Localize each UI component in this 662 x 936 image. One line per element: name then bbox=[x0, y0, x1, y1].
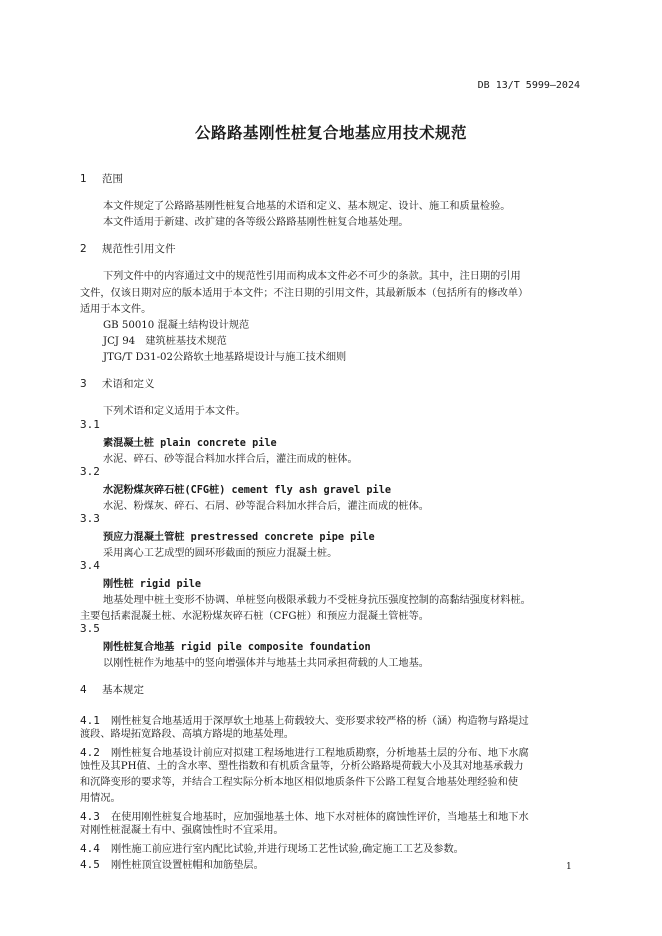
term-definition: 以刚性桩作为地基中的竖向增强体并与地基土共同承担荷载的人工地基。 bbox=[103, 658, 429, 669]
term-title: 刚性桩 rigid pile bbox=[103, 579, 202, 590]
clause-text: 刚性桩复合地基设计前应对拟建工程场地进行工程地质勘察，分析地基土层的分布、地下水腐 bbox=[110, 748, 529, 759]
reference-item: JCJ 94 建筑桩基技术规范 bbox=[103, 336, 227, 347]
reference-item: GB 50010 混凝土结构设计规范 bbox=[103, 320, 250, 331]
clause-number: 4.1 bbox=[80, 714, 100, 727]
clause-text: 和沉降变形的要求等，并结合工程实际分析本地区相似地质条件下公路工程复合地基处理经验和使 bbox=[80, 777, 519, 788]
section-3-heading bbox=[80, 376, 155, 391]
term-title: 刚性桩复合地基 rigid pile composite foundation bbox=[103, 642, 371, 653]
standard-code: DB 13/T 5999—2024 bbox=[477, 80, 580, 91]
clause-text: 刚性施工前应进行室内配比试验,并进行现场工艺性试验,确定施工工艺及参数。 bbox=[110, 844, 464, 855]
clause-number: 4.2 bbox=[80, 746, 100, 759]
section-1-heading bbox=[80, 171, 123, 186]
section-title: 范围 bbox=[102, 173, 123, 185]
clause-text: 刚性桩复合地基适用于深厚软土地基上荷载较大、变形要求较严格的桥（涵）构造物与路堤过 bbox=[110, 716, 529, 727]
term-number: 3.3 bbox=[80, 512, 100, 525]
section-title: 规范性引用文件 bbox=[102, 243, 176, 255]
paragraph: 本文件适用于新建、改扩建的各等级公路路基刚性桩复合地基处理。 bbox=[103, 217, 409, 228]
paragraph-line: 适用于本文件。 bbox=[80, 304, 152, 315]
reference-item: JTG/T D31-02公路软土地基路堤设计与施工技术细则 bbox=[103, 352, 347, 363]
term-number: 3.2 bbox=[80, 465, 100, 478]
section-number: 4 bbox=[80, 684, 87, 696]
term-definition: 水泥、粉煤灰、碎石、石屑、砂等混合料加水拌合后，灌注而成的桩体。 bbox=[103, 501, 429, 512]
term-definition: 地基处理中桩土变形不协调、单桩竖向极限承载力不受桩身抗压强度控制的高黏结强度材料桩。 bbox=[103, 595, 531, 606]
page-number: 1 bbox=[566, 862, 572, 872]
term-definition: 采用离心工艺成型的圆环形截面的预应力混凝土桩。 bbox=[103, 548, 338, 559]
term-title: 水泥粉煤灰碎石桩(CFG桩) cement fly ash gravel pile bbox=[103, 485, 391, 496]
clause-text: 渡段、路堤拓宽路段、高填方路堤的地基处理。 bbox=[80, 729, 294, 740]
term-definition: 主要包括素混凝土桩、水泥粉煤灰碎石桩（CFG桩）和预应力混凝土管桩等。 bbox=[80, 611, 429, 622]
section-4-heading bbox=[80, 682, 144, 697]
clause-text: 用情况。 bbox=[80, 793, 121, 804]
section-title: 术语和定义 bbox=[102, 378, 155, 390]
clause-text: 在使用刚性桩复合地基时，应加强地基土体、地下水对桩体的腐蚀性评价，当地基土和地下水 bbox=[110, 812, 529, 823]
clause-text: 蚀性及其PH值、土的含水率、塑性指数和有机质含量等，分析公路路堤荷载大小及其对地基承载力 bbox=[80, 761, 524, 772]
section-2-heading bbox=[80, 241, 176, 256]
section-number: 2 bbox=[80, 243, 87, 255]
clause-number: 4.3 bbox=[80, 810, 100, 823]
term-number: 3.4 bbox=[80, 559, 100, 572]
clause-text: 刚性桩顶宜设置桩帽和加筋垫层。 bbox=[110, 860, 264, 871]
paragraph: 下列术语和定义适用于本文件。 bbox=[103, 406, 246, 417]
section-title: 基本规定 bbox=[102, 684, 144, 696]
term-number: 3.5 bbox=[80, 622, 100, 635]
clause-4-5 bbox=[80, 853, 264, 872]
section-number: 3 bbox=[80, 378, 87, 390]
paragraph-line: 文件，仅该日期对应的版本适用于本文件；不注日期的引用文件，其最新版本（包括所有的修改单） bbox=[80, 288, 529, 299]
term-title: 素混凝土桩 plain concrete pile bbox=[103, 438, 277, 449]
paragraph-line: 下列文件中的内容通过文中的规范性引用而构成本文件必不可少的条款。其中，注日期的引用 bbox=[103, 271, 521, 282]
paragraph: 本文件规定了公路路基刚性桩复合地基的术语和定义、基本规定、设计、施工和质量检验。 bbox=[103, 201, 511, 212]
term-title: 预应力混凝土管桩 prestressed concrete pipe pile bbox=[103, 532, 375, 543]
clause-number: 4.5 bbox=[80, 858, 100, 871]
document-title: 公路路基刚性桩复合地基应用技术规范 bbox=[194, 124, 467, 142]
clause-text: 对刚性桩混凝土有中、强腐蚀性时不宜采用。 bbox=[80, 825, 284, 836]
section-number: 1 bbox=[80, 173, 87, 185]
term-definition: 水泥、碎石、砂等混合料加水拌合后，灌注而成的桩体。 bbox=[103, 454, 358, 465]
term-number: 3.1 bbox=[80, 418, 100, 431]
clause-number: 4.4 bbox=[80, 842, 100, 855]
